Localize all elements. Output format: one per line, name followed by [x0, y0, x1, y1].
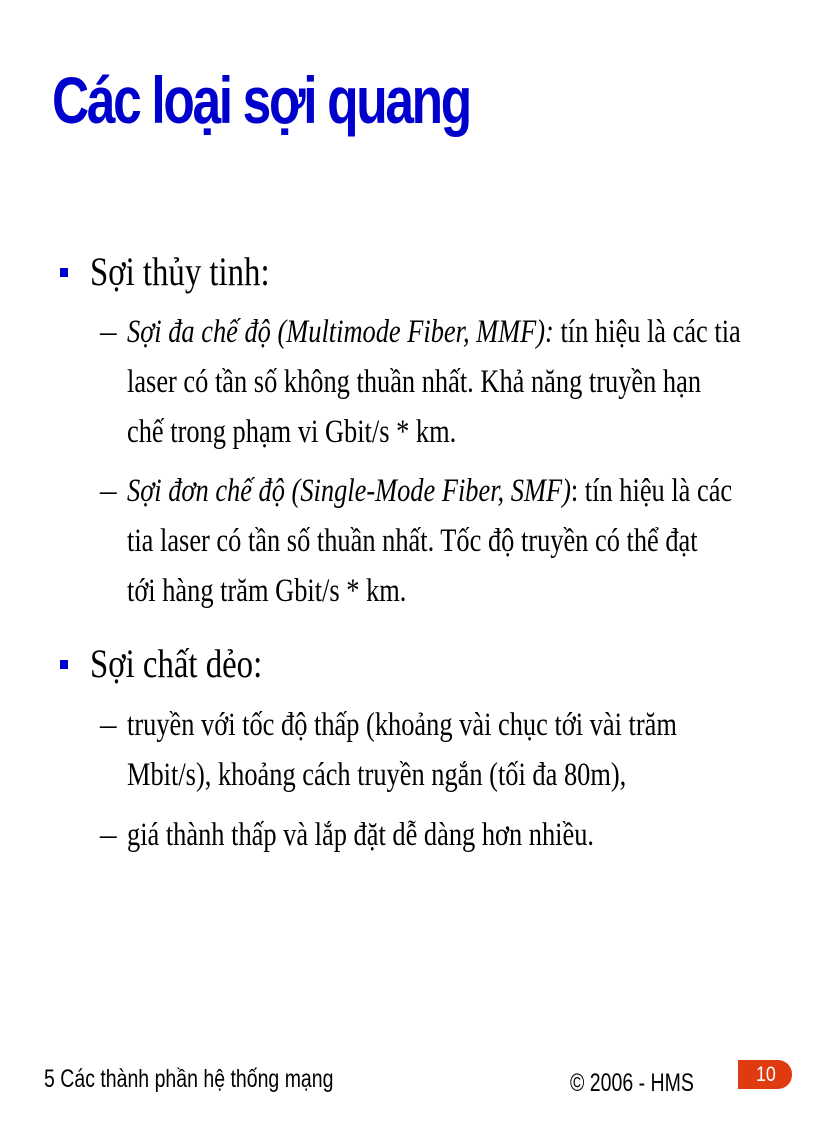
slide-title: Các loại sợi quang — [52, 63, 470, 137]
square-bullet-icon — [60, 660, 68, 669]
sub-item-line: tới hàng trăm Gbit/s * km. — [127, 573, 407, 609]
dash-marker: – — [100, 817, 117, 853]
footer-copyright: © 2006 - HMS — [570, 1069, 694, 1097]
footer-section-title: 5 Các thành phần hệ thống mạng — [44, 1065, 334, 1093]
sub-item-line: tia laser có tần số thuần nhất. Tốc độ truyền có thể đạt — [127, 523, 698, 559]
sub-item-line: chế trong phạm vi Gbit/s * km. — [127, 414, 457, 450]
sub-item-line: laser có tần số không thuần nhất. Khả năng truyền hạn — [127, 364, 702, 400]
sub-item-line: Mbit/s), khoảng cách truyền ngắn (tối đa 80m), — [127, 757, 627, 793]
page-number-badge — [738, 1060, 792, 1089]
square-bullet-icon — [60, 268, 68, 277]
sub-item-line: truyền với tốc độ thấp (khoảng vài chục tới vài trăm — [127, 707, 677, 743]
sub-item-text: : tín hiệu là các — [570, 473, 733, 509]
dash-marker: – — [100, 314, 117, 350]
sub-item-italic: Sợi đa chế độ (Multimode Fiber, MMF): — [127, 314, 554, 350]
bullet-label: Sợi chất dẻo: — [90, 641, 263, 686]
sub-item-line: giá thành thấp và lắp đặt dễ dàng hơn nhiều. — [127, 817, 595, 853]
dash-marker: – — [100, 473, 117, 509]
sub-item-text: tín hiệu là các tia — [553, 314, 741, 350]
page-number: 10 — [756, 1063, 776, 1086]
sub-item-line — [127, 307, 741, 357]
sub-item-line — [127, 466, 732, 516]
bullet-label: Sợi thủy tinh: — [90, 249, 270, 294]
dash-marker: – — [100, 707, 117, 743]
sub-item-italic: Sợi đơn chế độ (Single-Mode Fiber, SMF) — [127, 473, 571, 509]
